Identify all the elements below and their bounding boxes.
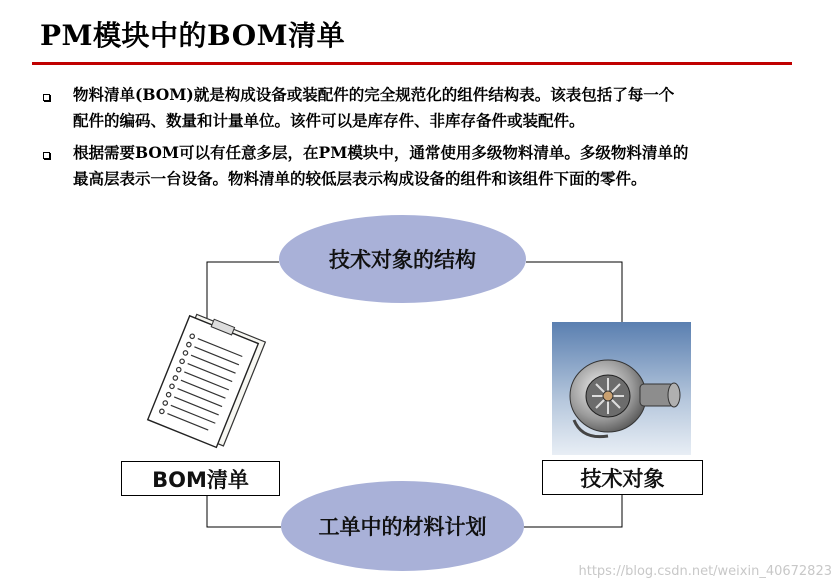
bom-list-label: BOM清单 — [152, 467, 249, 492]
material-plan-ellipse-label: 工单中的材料计划 — [318, 515, 487, 539]
technical-object-label: 技术对象 — [580, 466, 665, 491]
document-list-icon — [128, 312, 278, 462]
bullet-line: 最高层表示一台设备。物料清单的较低层表示构成设备的组件和该组件下面的零件。 — [73, 169, 647, 188]
watermark-url: https://blog.csdn.net/weixin_40672823 — [578, 564, 832, 579]
bom-list-box — [121, 461, 280, 496]
turbocharger-cutaway-photo — [552, 322, 691, 455]
technical-object-box — [542, 460, 703, 495]
page-title: PM模块中的BOM清单 — [40, 19, 346, 52]
structure-ellipse-label: 技术对象的结构 — [329, 248, 476, 272]
structure-ellipse — [279, 215, 526, 303]
bullet-line: 物料清单(BOM)就是构成设备或装配件的完全规范化的组件结构表。该表包括了每一个 — [73, 85, 675, 104]
material-plan-ellipse — [281, 481, 524, 571]
bullet-line: 根据需要BOM可以有任意多层，在PM模块中，通常使用多级物料清单。多级物料清单的 — [73, 143, 689, 162]
bullet-line: 配件的编码、数量和计量单位。该件可以是库存件、非库存备件或装配件。 — [73, 111, 585, 130]
